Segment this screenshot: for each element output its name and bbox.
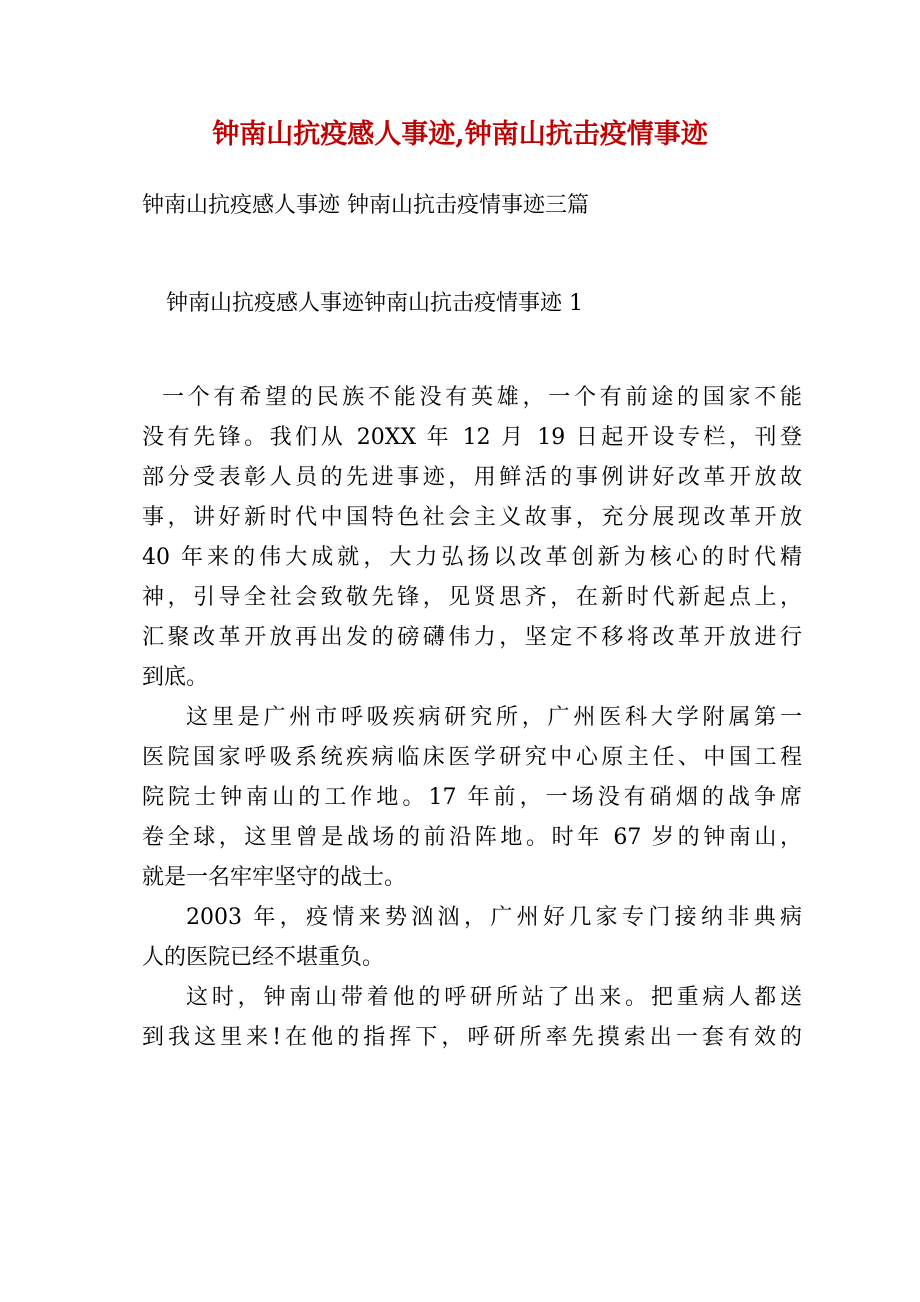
paragraph-line: 神，引导全社会致敬先锋，见贤思齐，在新时代新起点上， (142, 585, 802, 610)
paragraph-line: 卷全球，这里曾是战场的前沿阵地。时年 67 岁的钟南山， (142, 825, 802, 850)
paragraph-3 (142, 898, 802, 978)
paragraph-line: 汇聚改革开放再出发的磅礴伟力，坚定不移将改革开放进行 (142, 625, 802, 650)
paragraph-4 (142, 978, 802, 1058)
paragraph-line: 2003 年，疫情来势汹汹，广州好几家专门接纳非典病 (186, 905, 802, 930)
paragraph-line: 就是一名牢牢坚守的战士。 (142, 865, 407, 890)
paragraph-line: 院院士钟南山的工作地。17 年前，一场没有硝烟的战争席 (142, 785, 802, 810)
body-text (142, 378, 802, 1058)
paragraph-line: 到底。 (142, 665, 209, 690)
paragraph-line: 部分受表彰人员的先进事迹，用鲜活的事例讲好改革开放故 (142, 465, 802, 490)
paragraph-line: 没有先锋。我们从 20XX 年 12 月 19 日起开设专栏，刊登 (142, 425, 802, 450)
paragraph-line: 事，讲好新时代中国特色社会主义故事，充分展现改革开放 (142, 505, 802, 530)
paragraph-1 (142, 378, 802, 698)
document-subtitle: 钟南山抗疫感人事迹 钟南山抗击疫情事迹三篇 (142, 193, 589, 218)
section-heading: 钟南山抗疫感人事迹钟南山抗击疫情事迹 1 (166, 291, 583, 316)
paragraph-2 (142, 698, 802, 898)
paragraph-line: 到我这里来!在他的指挥下，呼研所率先摸索出一套有效的 (142, 1025, 802, 1050)
paragraph-line: 这时，钟南山带着他的呼研所站了出来。把重病人都送 (186, 985, 802, 1010)
paragraph-line: 40 年来的伟大成就，大力弘扬以改革创新为核心的时代精 (142, 545, 802, 570)
paragraph-line: 一个有希望的民族不能没有英雄，一个有前途的国家不能 (162, 385, 802, 410)
paragraph-line: 医院国家呼吸系统疾病临床医学研究中心原主任、中国工程 (142, 745, 802, 770)
paragraph-line: 这里是广州市呼吸疾病研究所，广州医科大学附属第一 (186, 705, 802, 730)
paragraph-line: 人的医院已经不堪重负。 (142, 945, 385, 970)
document-title: 钟南山抗疫感人事迹,钟南山抗击疫情事迹 (212, 119, 708, 150)
